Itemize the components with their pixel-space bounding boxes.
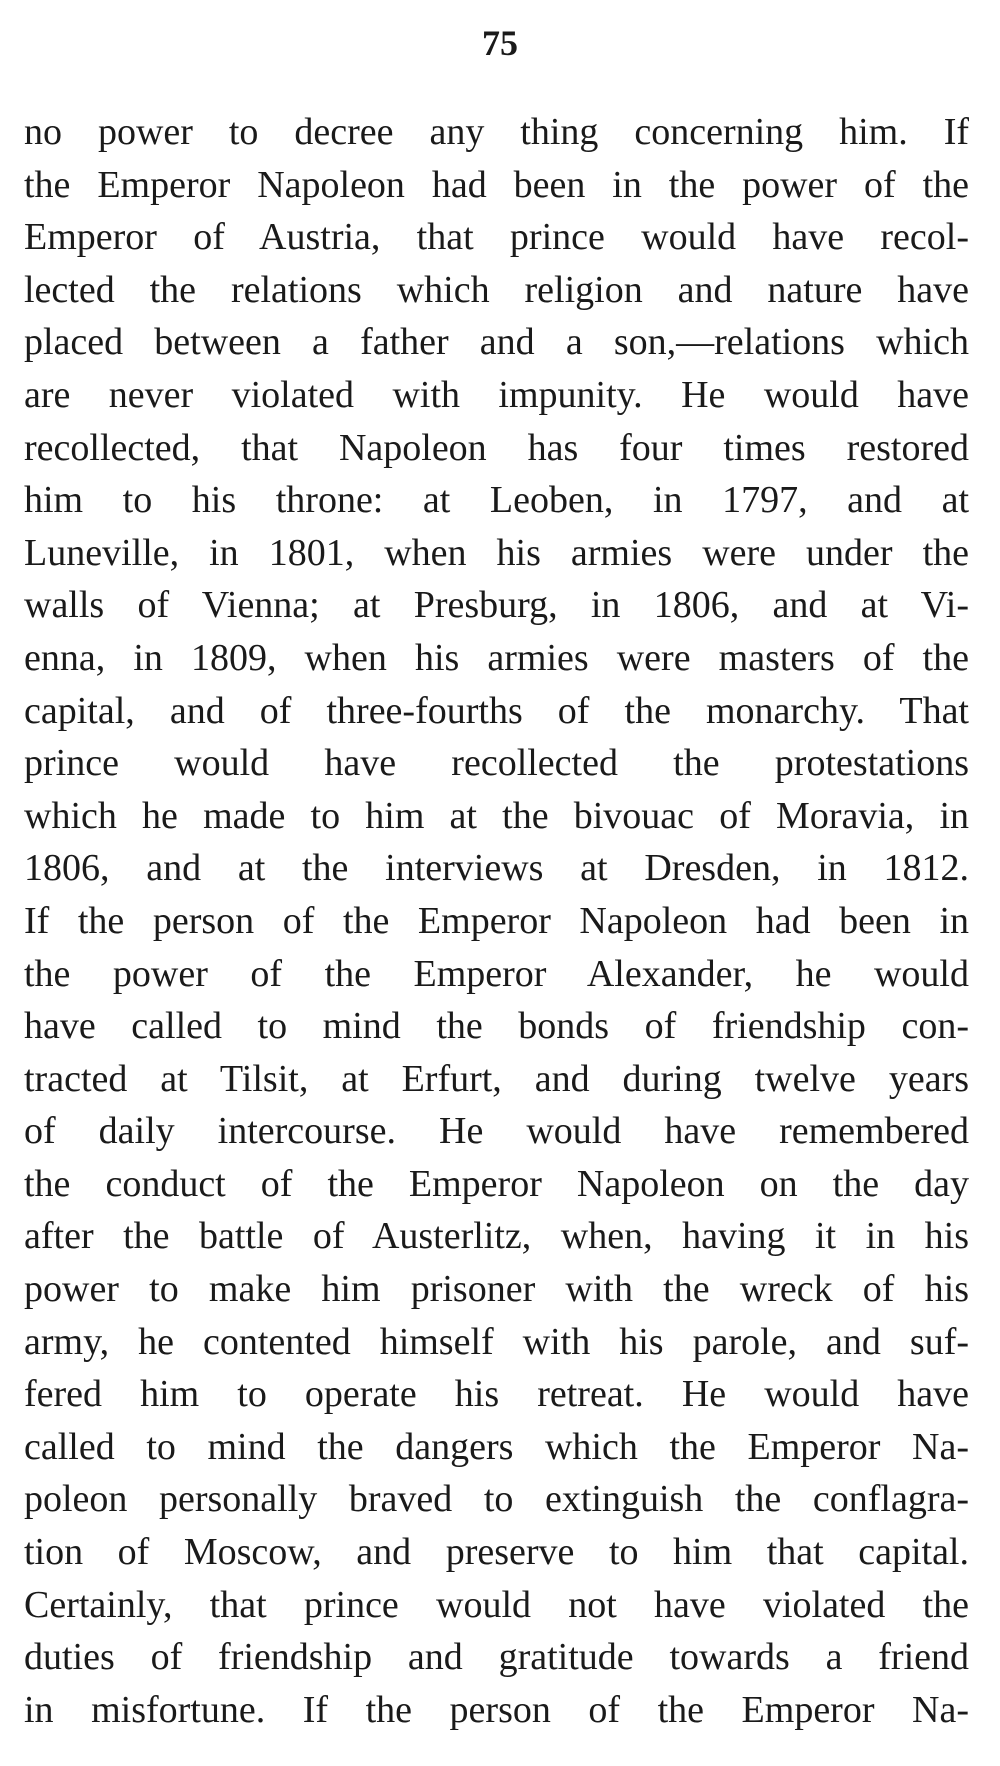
text-line: which he made to him at the bivouac of Moravia, in bbox=[24, 794, 969, 837]
text-line: capital, and of three-fourths of the monarchy. That bbox=[24, 689, 969, 732]
page-number: 75 bbox=[482, 23, 518, 63]
text-line: are never violated with impunity. He would have bbox=[24, 373, 969, 416]
text-line: enna, in 1809, when his armies were masters of the bbox=[24, 636, 969, 679]
text-line: army, he contented himself with his parole, and suf- bbox=[24, 1320, 969, 1363]
text-line: placed between a father and a son,—relations which bbox=[24, 321, 969, 364]
text-line: tion of Moscow, and preserve to him that capital. bbox=[24, 1531, 969, 1574]
text-line: fered him to operate his retreat. He would have bbox=[24, 1373, 969, 1416]
text-line: 1806, and at the interviews at Dresden, in 1812. bbox=[24, 847, 969, 890]
text-line: tracted at Tilsit, at Erfurt, and during twelve years bbox=[24, 1057, 969, 1100]
text-line: after the battle of Austerlitz, when, having it in his bbox=[24, 1215, 969, 1258]
text-line: duties of friendship and gratitude towards a friend bbox=[24, 1636, 969, 1679]
text-line: have called to mind the bonds of friendship con- bbox=[24, 1005, 969, 1048]
text-line: recollected, that Napoleon has four times restored bbox=[24, 426, 969, 469]
text-line: called to mind the dangers which the Emperor Na- bbox=[24, 1425, 969, 1468]
text-line: the conduct of the Emperor Napoleon on the day bbox=[24, 1162, 969, 1205]
text-line: lected the relations which religion and nature have bbox=[24, 268, 969, 311]
text-line: Luneville, in 1801, when his armies were under the bbox=[24, 531, 969, 574]
text-line: walls of Vienna; at Presburg, in 1806, and at Vi- bbox=[24, 584, 969, 627]
text-line: no power to decree any thing concerning him. If bbox=[24, 111, 969, 153]
text-line: poleon personally braved to extinguish the conflagra- bbox=[24, 1478, 969, 1521]
text-line: the power of the Emperor Alexander, he would bbox=[24, 952, 969, 995]
text-line: him to his throne: at Leoben, in 1797, and at bbox=[24, 479, 969, 522]
text-line: Emperor of Austria, that prince would have recol- bbox=[24, 216, 969, 259]
text-line: of daily intercourse. He would have remembered bbox=[24, 1110, 969, 1153]
text-line: If the person of the Emperor Napoleon had been in bbox=[24, 899, 969, 942]
text-line: Certainly, that prince would not have violated the bbox=[24, 1583, 969, 1626]
text-line: power to make him prisoner with the wreck of his bbox=[24, 1268, 969, 1311]
text-line: prince would have recollected the protestations bbox=[24, 742, 969, 785]
body-text bbox=[24, 106, 969, 1736]
text-line: in misfortune. If the person of the Emperor Na- bbox=[24, 1688, 969, 1731]
text-line: the Emperor Napoleon had been in the power of the bbox=[24, 163, 969, 206]
